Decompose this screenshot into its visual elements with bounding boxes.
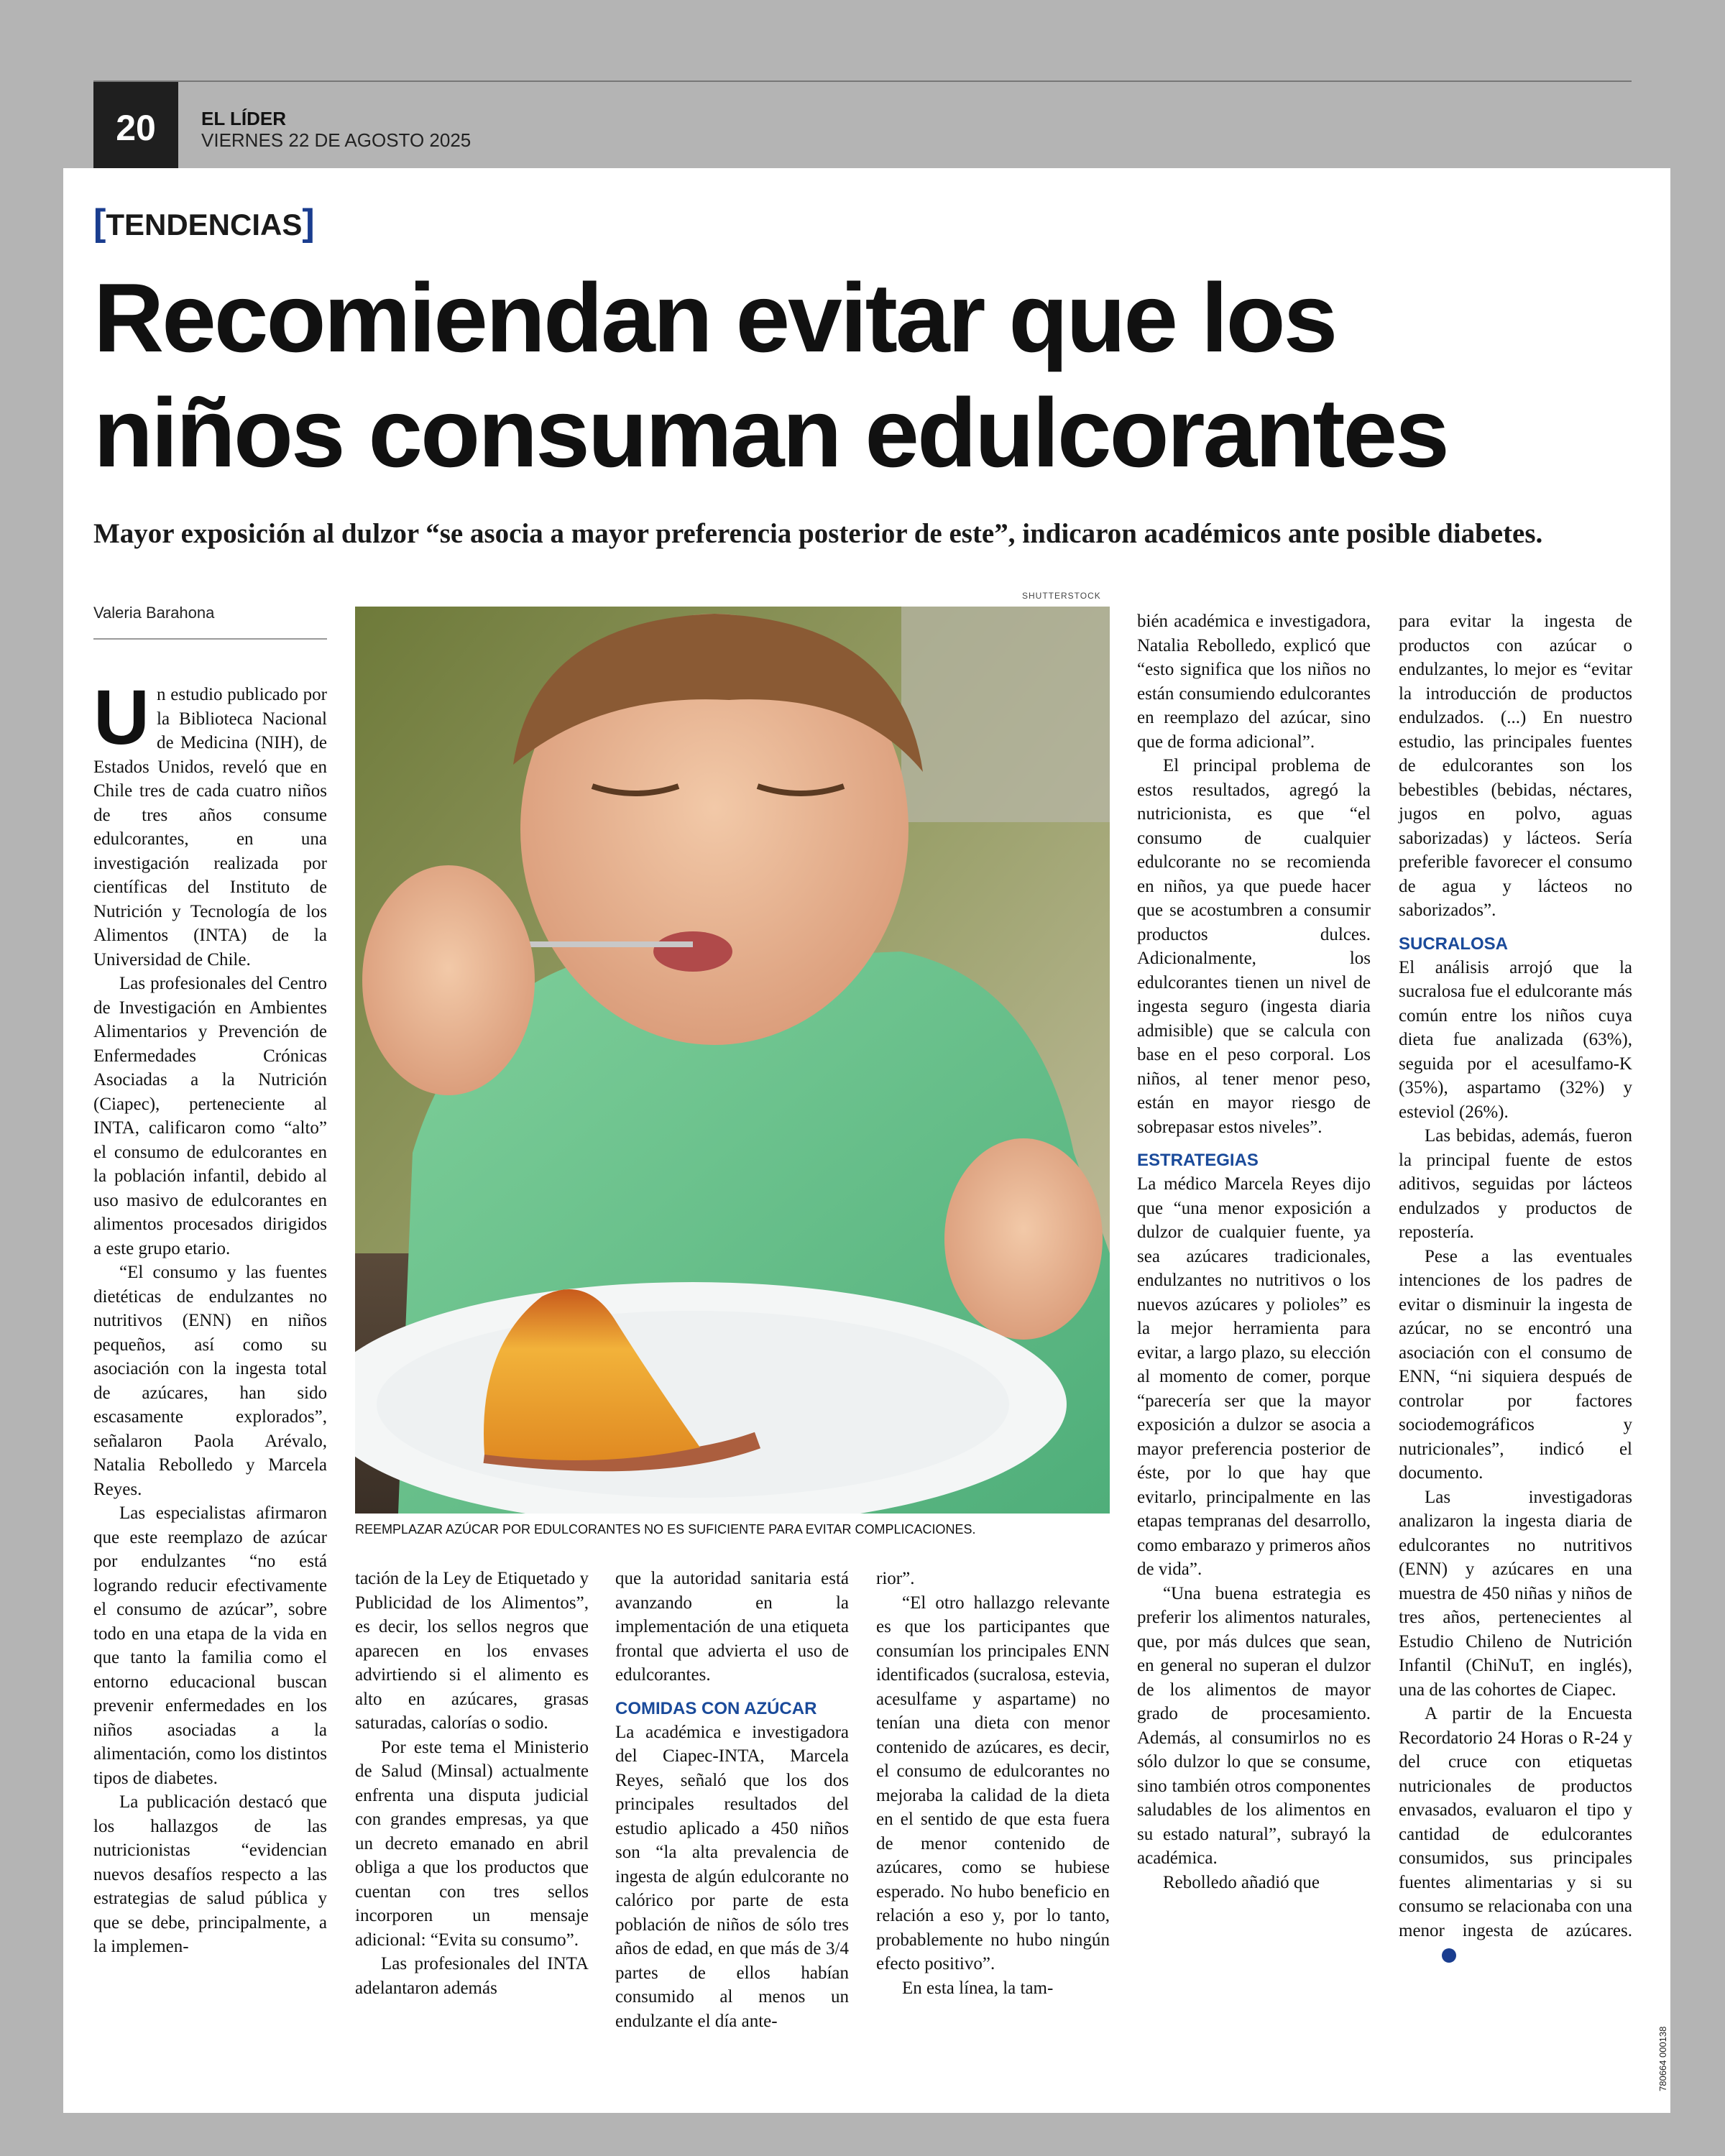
photo-credit: SHUTTERSTOCK [1022, 591, 1101, 601]
section-label: [TENDENCIAS] [93, 202, 315, 244]
paragraph: Un estudio publicado por la Biblioteca Nacional de Medicina (NIH), de Estados Unidos, reveló que en Chile tres de cada cuatro niños de tres años consume edulcorantes, en una investigación realizada por científicas del Instituto de Nutrición y Tecnología de los Alimentos (INTA) de la Universidad de Chile. [93, 673, 327, 969]
paragraph: tación de la Ley de Etiquetado y Publicidad de los Alimentos”, es decir, los sellos negros que aparecen en los envases advirtiendo si el alimento es alto en azúcares, grasas saturadas, calorías o sodio. [355, 1569, 589, 1733]
paragraph: Las bebidas, además, fueron la principal fuente de estos aditivos, seguidas por lácteos endulzados y productos de repostería. [1399, 1126, 1632, 1242]
article-column-3 [615, 1567, 849, 2033]
drop-cap: U [93, 673, 150, 760]
paragraph: Rebolledo añadió que [1163, 1872, 1320, 1892]
barcode: 780664 000138 [1657, 2026, 1668, 2091]
publication-date: VIERNES 22 DE AGOSTO 2025 [201, 129, 472, 151]
article-column-1 [93, 673, 327, 1959]
paragraph: El principal problema de estos resultados, agregó la nutricionista, es que “el consumo de cualquier edulcorante no se recomienda en niños, ya que puede hacer que se acostumbren a consumir productos dulces. Adicionalmente, los edulcorantes tienen un nivel de ingesta seguro (ingesta diaria admisible) que se calcula con base en el peso corporal. Los niños, al tener menor peso, están en mayor riesgo de sobrepasar estos niveles”. [1137, 756, 1371, 1137]
paragraph: que la autoridad sanitaria está avanzando en la implementación de una etiqueta frontal que advierta el uso de edulcorantes. [615, 1569, 849, 1685]
paragraph: En esta línea, la tam- [902, 1978, 1054, 1998]
header-rule [93, 80, 1632, 82]
paragraph: Las profesionales del INTA adelantaron además [355, 1954, 589, 1998]
paragraph: bién académica e investigadora, Natalia Rebolledo, explicó que “esto significa que los niños no están consumiendo edulcorantes en reemplazo del azúcar, sino que de forma adicional”. [1137, 612, 1371, 752]
headline: Recomiendan evitar que los niños consuman edulcorantes [93, 263, 1448, 487]
paragraph: “Una buena estrategia es preferir los alimentos naturales, que, por más dulces que sean, en general no superan el dulzor de los alimentos de mayor grado de procesamiento. Además, al consumirlos no es sólo dulzor lo que se consume, sino también otros componentes saludables de los alimentos en su estado natural”, subrayó la académica. [1137, 1583, 1371, 1868]
subhead-comidas-con-azucar: COMIDAS CON AZÚCAR [615, 1698, 817, 1718]
paragraph: La académica e investigadora del Ciapec-INTA, Marcela Reyes, señaló que los dos principales resultados del estudio aplicado a 450 niños son “la alta prevalencia de ingesta de algún edulcorante no calórico por parte de esta población de niños de sólo tres años de edad, en que más de 3/4 partes de ellos habían consumido al menos un endulzante el día ante- [615, 1722, 849, 2031]
paragraph: “El otro hallazgo relevante es que los participantes que consumían los principales ENN identificados (sucralosa, estevia, acesulfame y aspartame) no tenían una dieta con menor contenido de azúcares, es decir, el consumo de edulcorantes no mejoraba la calidad de la dieta en el sentido de que esta fuera de menor contenido de azúcares, como se hubiese esperado. No hubo beneficio en relación a eso y, por lo tanto, probablemente no hubo ningún efecto positivo”. [876, 1593, 1110, 1973]
article-column-4 [876, 1567, 1110, 2000]
subhead-estrategias: ESTRATEGIAS [1137, 1151, 1259, 1170]
byline-rule [93, 638, 327, 640]
end-mark-icon [1442, 1948, 1456, 1963]
paragraph: Las especialistas afirmaron que este reemplazo de azúcar por endulzantes “no está logrando reducir efectivamente el consumo de azúcar”, sobre todo en una etapa de la vida en que tanto la familia como el entorno educacional buscan prevenir enfermedades en los niños asociadas a la alimentación, como los distintos tipos de diabetes. [93, 1503, 327, 1788]
child-eating-flan-photo [355, 607, 1110, 1514]
paragraph: Pese a las eventuales intenciones de los padres de evitar o disminuir la ingesta de azúcar, no se encontró una asociación con el consumo de ENN, “ni siquiera después de controlar por factores sociodemográficos y nutricionales”, indicó el documento. [1399, 1246, 1632, 1483]
paragraph: La médico Marcela Reyes dijo que “una menor exposición a dulzor de cualquier fuente, ya sea azúcares tradicionales, endulzantes no nutritivos o los nuevos azúcares y polioles” es la mejor herramienta para evitar, a largo plazo, su elección al momento de comer, porque “parecería ser que la mayor exposición a dulzor se asocia a mayor preferencia posterior de éste, por lo que hay que evitarlo, principalmente en las etapas tempranas del desarrollo, como embarazo y primeros años de vida”. [1137, 1174, 1371, 1579]
paragraph: para evitar la ingesta de productos con azúcar o endulzantes, lo mejor es “evitar la introducción de productos endulzados. (...) En nuestro estudio, las principales fuentes de edulcorantes son los bebestibles (bebidas, néctares, jugos en polvo, aguas saborizadas) y lácteos. Sería preferible favorecer el consumo de agua y lácteos no saborizados”. [1399, 612, 1632, 920]
page-number: 20 [93, 82, 178, 174]
subheadline: Mayor exposición al dulzor “se asocia a mayor preferencia posterior de este”, indicaron académicos ante posible diabetes. [93, 518, 1543, 549]
paragraph: La publicación destacó que los hallazgos de las nutricionistas “evidencian nuevos desafíos respecto a las estrategias de salud pública y que se debe, principalmente, a la implemen- [93, 1792, 327, 1956]
paragraph: A partir de la Encuesta Recordatorio 24 Horas o R-24 y del cruce con etiquetas nutricionales de productos envasados, evaluaron el tipo y cantidad de edulcorantes consumidos, sus principales fuentes alimentarias y si su consumo se relacionaba con una menor ingesta de azúcares. [1399, 1702, 1632, 1967]
paragraph: “El consumo y las fuentes dietéticas de endulzantes no nutritivos (ENN) en niños pequeños, así como su asociación con la ingesta total de azúcares, han sido escasamente explorados”, señalaron Paola Arévalo, Natalia Rebolledo y Marcela Reyes. [93, 1263, 327, 1499]
paragraph: Las profesionales del Centro de Investigación en Ambientes Alimentarios y Prevención de Enfermedades Crónicas Asociadas a la Nutrición (Ciapec), perteneciente al INTA, calificaron como “alto” el consumo de edulcorantes en la población infantil, debido al uso masivo de edulcorantes en alimentos procesados dirigidos a este grupo etario. [93, 974, 327, 1258]
author-byline: Valeria Barahona [93, 604, 215, 622]
paragraph: Por este tema el Ministerio de Salud (Minsal) actualmente enfrenta una disputa judicial con grandes empresas, ya que un decreto emanado en abril obliga a que los productos que cuentan con tres sellos incorporen un mensaje adicional: “Evita su consumo”. [355, 1737, 589, 1950]
article-column-5 [1137, 609, 1371, 1894]
paragraph: El análisis arrojó que la sucralosa fue el edulcorante más común entre los niños cuya dieta fue analizada (63%), seguida por el acesulfamo-K (35%), aspartamo (32%) y esteviol (26%). [1399, 957, 1632, 1122]
paragraph: rior”. [876, 1569, 915, 1588]
photo-caption: REEMPLAZAR AZÚCAR POR EDULCORANTES NO ES SUFICIENTE PARA EVITAR COMPLICACIONES. [355, 1522, 976, 1537]
subhead-sucralosa: SUCRALOSA [1399, 934, 1509, 954]
article-column-2 [355, 1567, 589, 2000]
publication-name: EL LÍDER [201, 108, 286, 129]
article-photo [355, 607, 1110, 1514]
article-column-6 [1399, 609, 1632, 1967]
paragraph: Las investigadoras analizaron la ingesta diaria de edulcorantes no nutritivos (ENN) y azúcares en una muestra de 450 niñas y niños de tres años, pertenecientes al Estudio Chileno de Nutrición Infantil (ChiNuT, en inglés), una de las cohortes de Ciapec. [1399, 1487, 1632, 1700]
